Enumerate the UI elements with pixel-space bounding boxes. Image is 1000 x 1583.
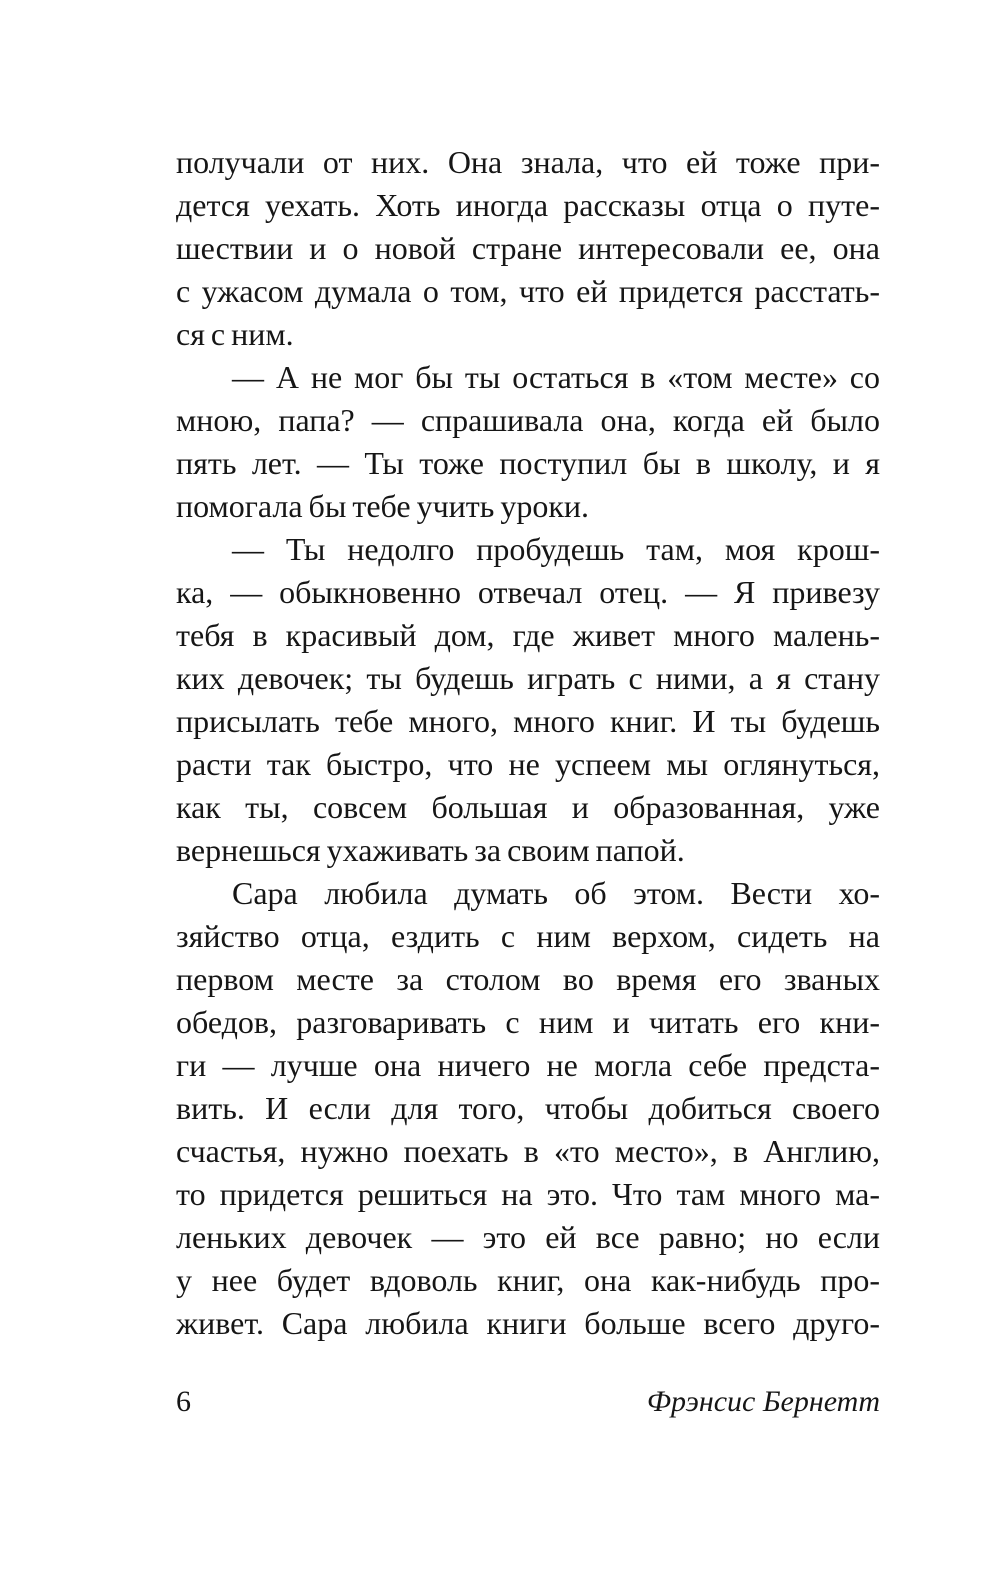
text-line: получали от них. Она знала, что ей тоже при- xyxy=(176,144,880,180)
text-line: шествии и о новой стране интересовали ее, она xyxy=(176,230,880,266)
text-line: тебя в красивый дом, где живет много малень- xyxy=(176,617,880,653)
text-line: присылать тебе много, много книг. И ты будешь xyxy=(176,703,880,739)
text-line: ка, — обыкновенно отвечал отец. — Я привезу xyxy=(176,574,880,610)
page-footer xyxy=(176,1381,880,1423)
page-text xyxy=(176,141,880,1345)
text-line: вить. И если для того, чтобы добиться своего xyxy=(176,1090,880,1126)
text-line: пять лет. — Ты тоже поступил бы в школу, и я xyxy=(176,445,880,481)
text-line: вернешься ухаживать за своим папой. xyxy=(176,832,685,868)
text-line: то придется решиться на это. Что там много ма- xyxy=(176,1176,880,1212)
text-line: с ужасом думала о том, что ей придется расстать- xyxy=(176,273,880,309)
text-line: — А не мог бы ты остаться в «том месте» со xyxy=(232,359,880,395)
text-line: ся с ним. xyxy=(176,316,294,352)
text-line: расти так быстро, что не успеем мы оглянуться, xyxy=(176,746,880,782)
text-line: леньких девочек — это ей все равно; но если xyxy=(176,1219,880,1255)
text-line: ких девочек; ты будешь играть с ними, а я стану xyxy=(176,660,880,696)
text-line: первом месте за столом во время его званых xyxy=(176,961,880,997)
text-line: зяйство отца, ездить с ним верхом, сидеть на xyxy=(176,918,880,954)
running-footer-author: Фрэнсис Бернетт xyxy=(646,1385,880,1418)
text-line: счастья, нужно поехать в «то место», в Англию, xyxy=(176,1133,880,1169)
text-line: дется уехать. Хоть иногда рассказы отца о путе- xyxy=(176,187,880,223)
text-line: мною, папа? — спрашивала она, когда ей было xyxy=(176,402,880,438)
text-line: живет. Сара любила книги больше всего друго- xyxy=(176,1305,880,1341)
text-line: у нее будет вдоволь книг, она как-нибудь про- xyxy=(176,1262,880,1298)
text-line: — Ты недолго пробудешь там, моя крош- xyxy=(232,531,880,567)
page-number: 6 xyxy=(176,1385,191,1418)
text-line: как ты, совсем большая и образованная, уже xyxy=(176,789,880,825)
text-line: ги — лучше она ничего не могла себе предста- xyxy=(176,1047,880,1083)
text-line: обедов, разговаривать с ним и читать его кни- xyxy=(176,1004,880,1040)
text-line: помогала бы тебе учить уроки. xyxy=(176,488,590,524)
text-line: Сара любила думать об этом. Вести хо- xyxy=(232,875,880,911)
